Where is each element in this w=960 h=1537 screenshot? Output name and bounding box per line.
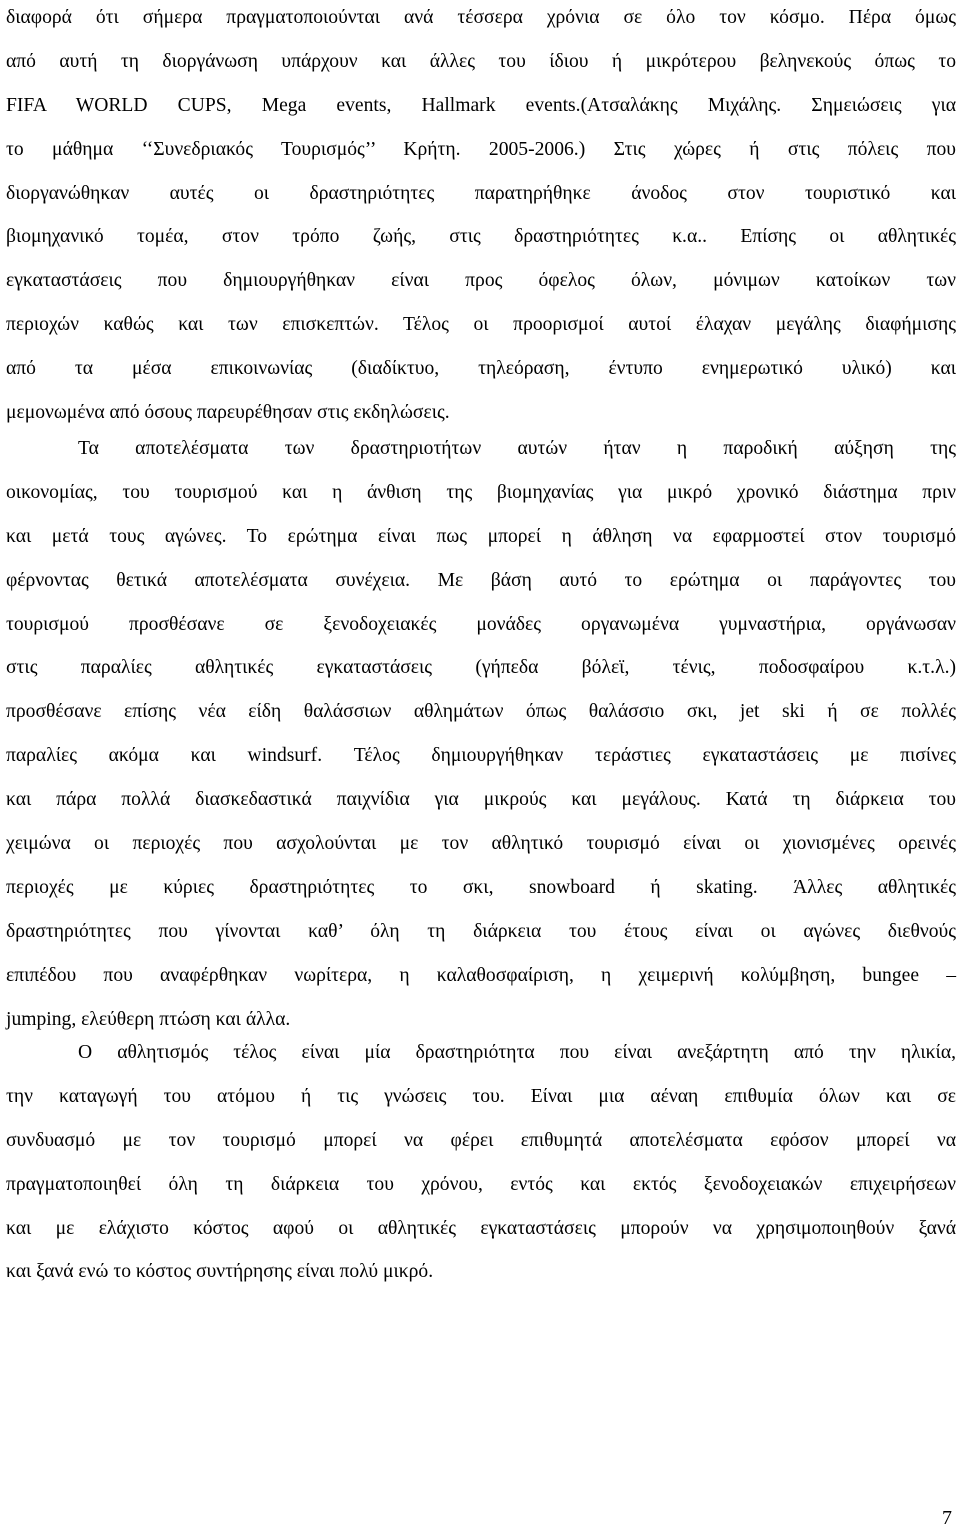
paragraph-line: χειμώνα οι περιοχές που ασχολούνται με τον αθλητικό τουρισμό είναι οι χιονισμένες ορεινές (6, 833, 956, 855)
paragraph-line: FIFA WORLD CUPS, Mega events, Hallmark events.(Ατσαλάκης Μιχάλης. Σημειώσεις για (6, 94, 956, 116)
paragraph-line: οικονομίας, του τουρισμού και η άνθιση της βιομηχανίας για μικρό χρονικό διάστημα πριν (6, 481, 956, 503)
paragraph-2 (6, 427, 956, 1041)
paragraph-line: το μάθημα ‘‘Συνεδριακός Τουρισμός’’ Κρήτη. 2005-2006.) Στις χώρες ή στις πόλεις που (6, 138, 956, 160)
paragraph-line: και πάρα πολλά διασκεδαστικά παιχνίδια για μικρούς και μεγάλους. Κατά τη διάρκεια του (6, 789, 956, 811)
paragraph-line: από αυτή τη διοργάνωση υπάρχουν και άλλες του ίδιου ή μικρότερου βεληνεκούς όπως το (6, 50, 956, 72)
paragraph-line: διοργανώθηκαν αυτές οι δραστηριότητες παρατηρήθηκε άνοδος στον τουριστικό και (6, 182, 956, 204)
paragraph-line: Ο αθλητισμός τέλος είναι μία δραστηριότητα που είναι ανεξάρτητη από την ηλικία, (78, 1042, 956, 1063)
paragraph-line: πραγματοποιηθεί όλη τη διάρκεια του χρόνου, εντός και εκτός ξενοδοχειακών επιχειρήσεων (6, 1173, 956, 1195)
paragraph-line: και ξανά ενώ το κόστος συντήρησης είναι πολύ μικρό. (6, 1261, 434, 1283)
paragraph-line: φέρνοντας θετικά αποτελέσματα συνέχεια. Με βάση αυτό το ερώτημα οι παράγοντες του (6, 569, 956, 591)
paragraph-line: και με ελάχιστο κόστος αφού οι αθλητικές εγκαταστάσεις μπορούν να χρησιμοποιηθούν ξανά (6, 1217, 956, 1239)
paragraph-line: Τα αποτελέσματα των δραστηριοτήτων αυτών ήταν η παροδική αύξηση της (78, 438, 956, 459)
paragraph-line: από τα μέσα επικοινωνίας (διαδίκτυο, τηλεόραση, έντυπο ενημερωτικό υλικό) και (6, 358, 956, 380)
paragraph-line: την καταγωγή του ατόμου ή τις γνώσεις του. Είναι μια αέναη επιθυμία όλων και σε (6, 1085, 956, 1107)
paragraph-3 (6, 1031, 956, 1294)
paragraph-line: δραστηριότητες που γίνονται καθ’ όλη τη διάρκεια του έτους είναι οι αγώνες διεθνούς (6, 920, 956, 942)
paragraph-line: επιπέδου που αναφέρθηκαν νωρίτερα, η καλαθοσφαίριση, η χειμερινή κολύμβηση, bungee – (6, 964, 956, 986)
paragraph-line: βιομηχανικό τομέα, στον τρόπο ζωής, στις δραστηριότητες κ.α.. Επίσης οι αθλητικές (6, 226, 956, 248)
paragraph-1 (6, 0, 956, 435)
paragraph-line: jumping, ελεύθερη πτώση και άλλα. (6, 1008, 291, 1030)
paragraph-line: συνδυασμό με τον τουρισμό μπορεί να φέρει επιθυμητά αποτελέσματα εφόσον μπορεί να (6, 1129, 956, 1151)
paragraph-line: περιοχές με κύριες δραστηριότητες το σκι, snowboard ή skating. Άλλες αθλητικές (6, 876, 956, 898)
paragraph-line: διαφορά ότι σήμερα πραγματοποιούνται ανά τέσσερα χρόνια σε όλο τον κόσμο. Πέρα όμως (6, 7, 956, 28)
paragraph-line: παραλίες ακόμα και windsurf. Τέλος δημιουργήθηκαν τεράστιες εγκαταστάσεις με πισίνες (6, 745, 956, 767)
paragraph-line: και μετά τους αγώνες. Το ερώτημα είναι πως μπορεί η άθληση να εφαρμοστεί στον τουρισμό (6, 525, 956, 547)
paragraph-line: τουρισμού προσθέσανε σε ξενοδοχειακές μονάδες οργανωμένα γυμναστήρια, οργάνωσαν (6, 613, 956, 635)
paragraph-line: προσθέσανε επίσης νέα είδη θαλάσσιων αθλημάτων όπως θαλάσσιο σκι, jet ski ή σε πολλές (6, 701, 956, 723)
paragraph-line: μεμονωμένα από όσους παρευρέθησαν στις εκδηλώσεις. (6, 402, 450, 424)
paragraph-line: εγκαταστάσεις που δημιουργήθηκαν είναι προς όφελος όλων, μόνιμων κατοίκων των (6, 270, 956, 292)
paragraph-line: στις παραλίες αθλητικές εγκαταστάσεις (γήπεδα βόλεϊ, τένις, ποδοσφαίρου κ.τ.λ.) (6, 657, 956, 679)
page-number: 7 (942, 1507, 952, 1529)
paragraph-line: περιοχών καθώς και των επισκεπτών. Τέλος οι προορισμοί αυτοί έλαχαν μεγάλης διαφήμισης (6, 314, 956, 336)
